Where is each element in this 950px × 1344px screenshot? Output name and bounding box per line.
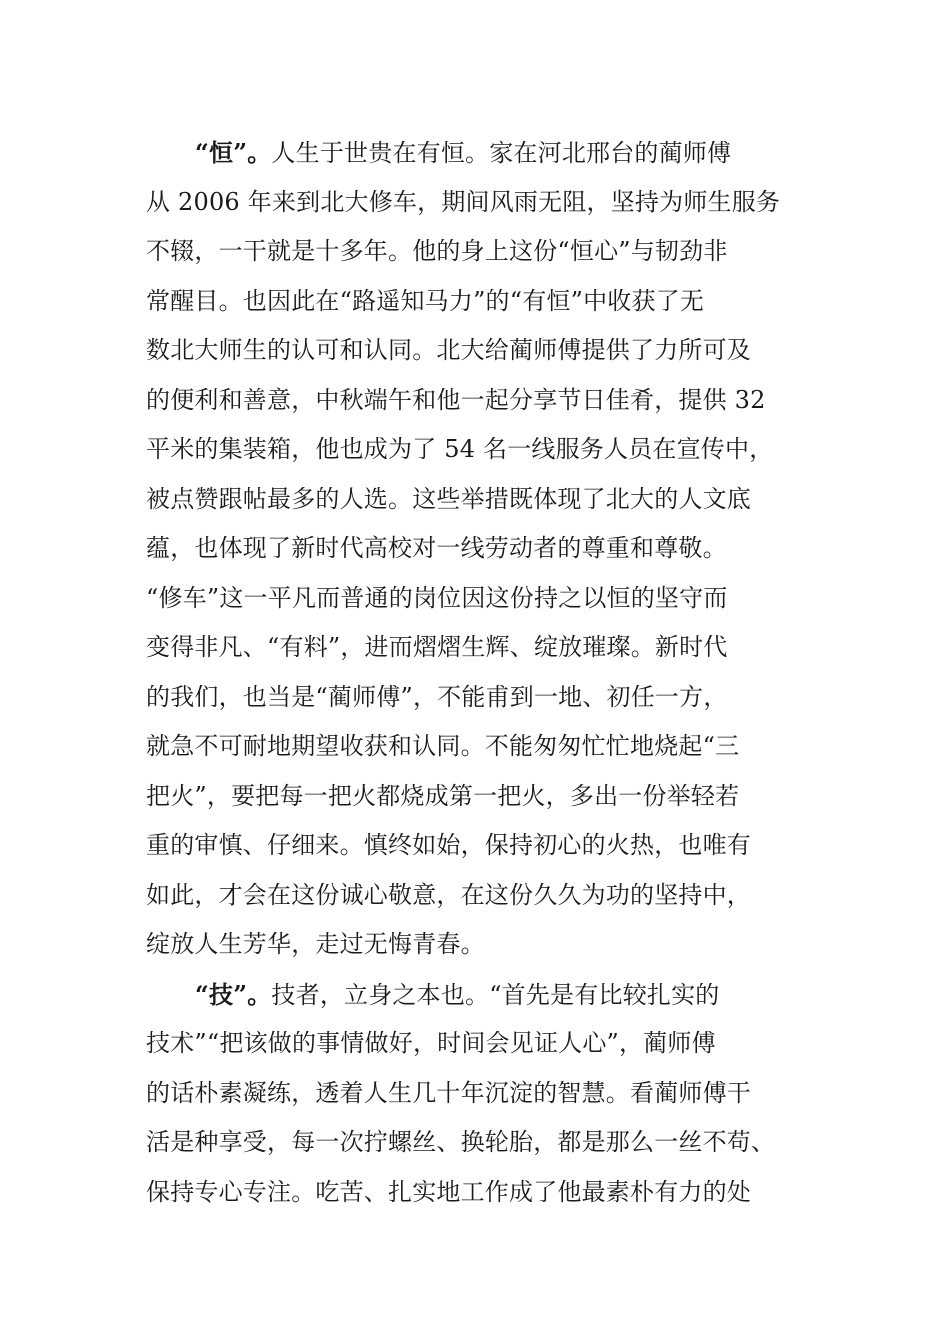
- paragraph-ji-line-2: 的话朴素凝练，透着人生几十年沉淀的智慧。看蔺师傅干: [146, 1078, 751, 1107]
- paragraph-heng-line-5: 的便利和善意，中秋端午和他一起分享节日佳肴，提供 32: [146, 385, 766, 414]
- paragraph-heng-line-16: 绽放人生芳华，走过无悔青春。: [146, 930, 485, 958]
- paragraph-heng-line-2: 不辍，一干就是十多年。他的身上这份“恒心”与韧劲非: [146, 237, 728, 265]
- paragraph-heng-line-11: 的我们，也当是“蔺师傅”，不能甫到一地、初任一方，: [146, 682, 728, 711]
- paragraph-heng-line-13: 把火”，要把每一把火都烧成第一把火，多出一份举轻若: [146, 781, 740, 810]
- paragraph-ji-line-3: 活是种享受，每一次拧螺丝、换轮胎，都是那么一丝不苟、: [146, 1128, 776, 1156]
- paragraph-heng-line-4: 数北大师生的认可和认同。北大给蔺师傅提供了力所可及: [146, 336, 751, 364]
- paragraph-heng-line-0: [146, 128, 806, 178]
- paragraph-heng-line-14: 重的审慎、仔细来。慎终如始，保持初心的火热，也唯有: [146, 831, 751, 859]
- paragraph-heng-line-7: 被点赞跟帖最多的人选。这些举措既体现了北大的人文底: [146, 484, 751, 513]
- paragraph-ji-line-4: 保持专心专注。吃苦、扎实地工作成了他最素朴有力的处: [146, 1177, 751, 1206]
- paragraph-heng-line-9: “修车”这一平凡而普通的岗位因这份持之以恒的坚守而: [146, 583, 728, 612]
- paragraph-heng-line-1: 从 2006 年来到北大修车，期间风雨无阻，坚持为师生服务: [146, 187, 781, 216]
- paragraph-heng-text: 人生于世贵在有恒。家在河北邢台的蔺师傅: [271, 139, 732, 167]
- paragraph-heng-line-3: 常醒目。也因此在“路遥知马力”的“有恒”中收获了无: [146, 286, 705, 315]
- paragraph-ji-line-0: [146, 970, 806, 1020]
- paragraph-ji-line-1: 技术”“把该做的事情做好，时间会见证人心”，蔺师傅: [146, 1029, 716, 1057]
- paragraph-heng-line-6: 平米的集装箱，他也成为了 54 名一线服务人员在宣传中，: [146, 435, 774, 463]
- paragraph-heng-lead: “恒”。: [195, 138, 272, 167]
- paragraph-ji-lead: “技”。: [195, 979, 272, 1009]
- paragraph-heng-line-10: 变得非凡、“有料”，进而熠熠生辉、绽放璀璨。新时代: [146, 633, 728, 661]
- paragraph-ji-text: 技者，立身之本也。“首先是有比较扎实的: [271, 980, 720, 1009]
- paragraph-heng-line-15: 如此，才会在这份诚心敬意，在这份久久为功的坚持中，: [146, 880, 751, 909]
- document-body: [146, 128, 806, 1217]
- paragraph-heng-line-12: 就急不可耐地期望收获和认同。不能匆匆忙忙地烧起“三: [146, 732, 740, 760]
- paragraph-heng-line-8: 蕴，也体现了新时代高校对一线劳动者的尊重和尊敬。: [146, 534, 727, 562]
